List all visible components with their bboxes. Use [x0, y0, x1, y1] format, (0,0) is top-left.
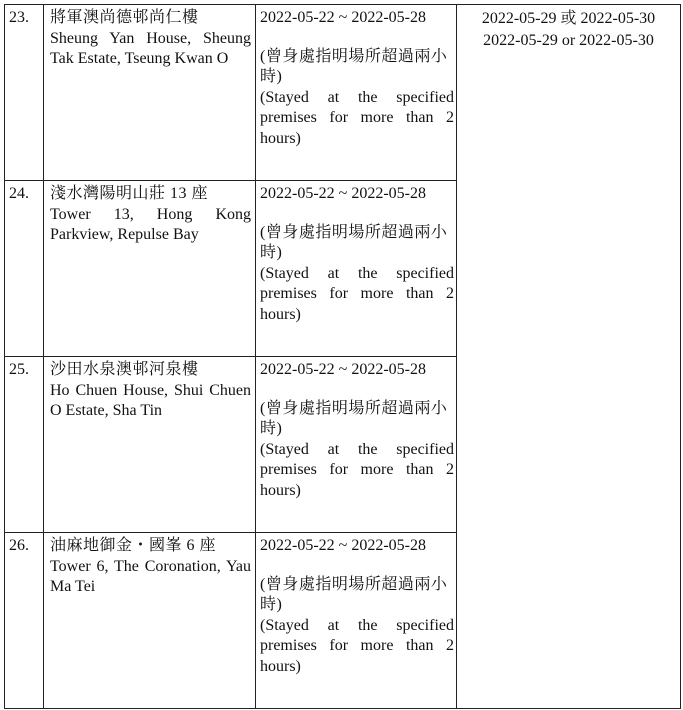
date-range: 2022-05-22 ~ 2022-05-28	[260, 537, 426, 554]
date-cell	[256, 357, 457, 533]
date-cell	[256, 181, 457, 357]
stay-note-zh: (曾身處指明場所超過兩小時)	[260, 399, 448, 437]
premises-name-en: Ho Chuen House, Shui Chuen O Estate, Sha Tin	[50, 381, 251, 419]
premises-name-zh: 沙田水泉澳邨河泉樓	[50, 361, 199, 378]
premises-name-zh: 淺水灣陽明山莊 13 座	[50, 185, 209, 202]
stay-note-en: (Stayed at the specified premises for more than 2 hours)	[260, 616, 454, 675]
entry-number: 24.	[5, 181, 44, 357]
premises-name-en: Tower 13, Hong Kong Parkview, Repulse Bay	[50, 205, 251, 243]
stay-note-zh: (曾身處指明場所超過兩小時)	[260, 575, 448, 613]
premises-name-zh: 將軍澳尚德邨尚仁樓	[50, 9, 199, 26]
premises-name-en: Sheung Yan House, Sheung Tak Estate, Tseung Kwan O	[50, 29, 251, 67]
compulsory-test-dates-cell	[457, 5, 681, 709]
stay-note-zh: (曾身處指明場所超過兩小時)	[260, 223, 448, 261]
premises-cell	[44, 357, 256, 533]
premises-name-en: Tower 6, The Coronation, Yau Ma Tei	[50, 557, 251, 595]
premises-cell	[44, 533, 256, 709]
stay-note-en: (Stayed at the specified premises for more than 2 hours)	[260, 440, 454, 499]
table-row	[5, 5, 681, 181]
test-dates-en: 2022-05-29 or 2022-05-30	[483, 32, 654, 49]
date-cell	[256, 5, 457, 181]
stay-note-en: (Stayed at the specified premises for more than 2 hours)	[260, 88, 454, 147]
entry-number: 25.	[5, 357, 44, 533]
premises-cell	[44, 181, 256, 357]
date-range: 2022-05-22 ~ 2022-05-28	[260, 185, 426, 202]
date-range: 2022-05-22 ~ 2022-05-28	[260, 361, 426, 378]
specified-premises-table	[4, 4, 681, 709]
premises-cell	[44, 5, 256, 181]
entry-number: 23.	[5, 5, 44, 181]
date-range: 2022-05-22 ~ 2022-05-28	[260, 9, 426, 26]
premises-name-zh: 油麻地御金・國峯 6 座	[50, 537, 217, 554]
date-cell	[256, 533, 457, 709]
entry-number: 26.	[5, 533, 44, 709]
stay-note-zh: (曾身處指明場所超過兩小時)	[260, 47, 448, 85]
stay-note-en: (Stayed at the specified premises for more than 2 hours)	[260, 264, 454, 323]
test-dates-zh: 2022-05-29 或 2022-05-30	[481, 10, 656, 27]
